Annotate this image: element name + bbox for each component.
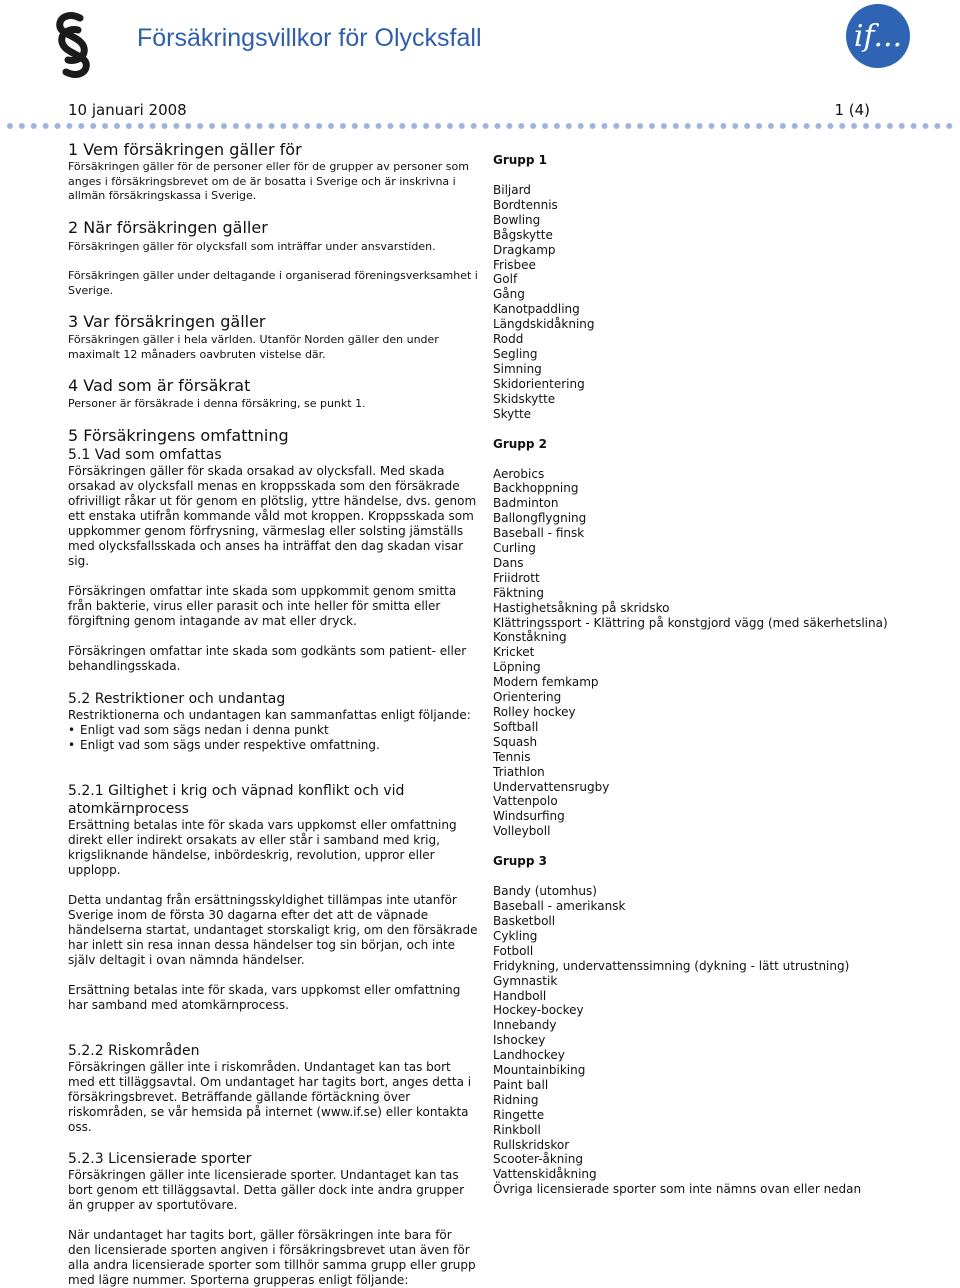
sport-item: Biljard <box>493 183 531 197</box>
sport-item: Rolley hockey <box>493 705 576 719</box>
sport-item: Vattenpolo <box>493 794 558 809</box>
sport-item: Softball <box>493 719 539 734</box>
sport-item: Klättringssport - Klättring på konstgjord vägg (med säkerhetslina) <box>493 615 888 630</box>
section-3-heading: 3 Var försäkringen gäller <box>68 312 266 331</box>
sport-item: Innebandy <box>493 1018 557 1033</box>
section-5-2-2-heading: 5.2.2 Riskområden <box>68 1042 200 1059</box>
sport-item: Badminton <box>493 496 559 511</box>
sport-item: Rullskridskor <box>493 1137 570 1152</box>
sport-item: Scooter-åkning <box>493 1152 583 1167</box>
sport-item: Gång <box>493 287 525 302</box>
sport-item: Cykling <box>493 928 538 943</box>
sport-item: Ridning <box>493 1092 539 1107</box>
section-2-text-2: Försäkringen gäller under deltagande i organiserad föreningsverksamhet i Sverige. <box>68 269 478 297</box>
section-5-2-3-text-1: Försäkringen gäller inte licensierade sporter. Undantaget kan tas bort genom ett tilläggsavtal. Detta gäller dock inte andra grupper än grupper av sportutövare. <box>68 1167 465 1212</box>
sport-item: Dans <box>493 555 524 570</box>
sport-item: Gymnastik <box>493 973 558 988</box>
section-3-text: Försäkringen gäller i hela världen. Utanför Norden gäller den under maximalt 12 månaders oavbruten vistelse där. <box>68 333 439 361</box>
section-2-heading: 2 När försäkringen gäller <box>68 217 268 237</box>
group-3-heading: Grupp 3 <box>493 854 548 869</box>
sport-item: Basketboll <box>493 913 556 928</box>
sport-item: Undervattensrugby <box>493 779 610 794</box>
document-title: Försäkringsvillkor för Olycksfall <box>137 24 482 52</box>
sport-item: Handboll <box>493 988 547 1003</box>
sport-item: Orientering <box>493 690 562 705</box>
section-5-2-1-text-1: Ersättning betalas inte för skada vars uppkomst eller omfattning direkt eller indirekt orsakats av eller står i samband med krig, krigsliknande händelse, inbördeskrig, revolution, uppror eller upplopp. <box>68 817 457 877</box>
sport-item: Skidskytte <box>493 391 556 406</box>
document-date: 10 januari 2008 <box>68 101 187 119</box>
sport-item: Golf <box>493 272 518 287</box>
sport-item: Bågskytte <box>493 227 553 242</box>
sport-item: Fotboll <box>493 943 534 958</box>
paragraph-logo-icon <box>50 10 96 80</box>
section-5-2-heading: 5.2 Restriktioner och undantag <box>68 690 286 707</box>
sport-item: Segling <box>493 346 538 361</box>
section-4-heading: 4 Vad som är försäkrat <box>68 376 251 395</box>
sport-item: Löpning <box>493 660 541 675</box>
section-5-1-heading: 5.1 Vad som omfattas <box>68 446 222 463</box>
sport-item: Bordtennis <box>493 197 558 212</box>
sport-item: Skidorientering <box>493 376 585 391</box>
sport-item: Friidrott <box>493 570 540 585</box>
sport-item: Bowling <box>493 212 541 227</box>
sport-item: Volleyboll <box>493 824 551 839</box>
section-5-2-bullet-2: • Enligt vad som sägs under respektive omfattning. <box>68 738 478 753</box>
sport-item: Tennis <box>493 749 531 764</box>
sport-item: Konståkning <box>493 630 567 645</box>
section-4-text: Personer är försäkrade i denna försäkring, se punkt 1. <box>68 397 366 410</box>
section-2-text-1: Försäkringen gäller för olycksfall som inträffar under ansvarstiden. <box>68 239 436 253</box>
sport-item: Hastighetsåkning på skridsko <box>493 600 670 615</box>
section-5-2-3-heading: 5.2.3 Licensierade sporter <box>68 1150 252 1167</box>
sport-item: Ishockey <box>493 1033 546 1048</box>
sport-item: Hockey-bockey <box>493 1003 584 1018</box>
section-5-1-text-1: Försäkringen gäller för skada orsakad av olycksfall. Med skada orsakad av olycksfall menas en kroppsskada som den försäkrade ofrivilligt råkar ut för genom en plötslig, yttre händelse, dvs. genom ett enstaka utifrån kommande våld mot kroppen. Kroppsskada som uppkommer genom förfrysning, värmeslag eller solsting jämställs med olycksfallsskada och anses ha inträffat den dag skadan visar sig. <box>68 463 477 568</box>
section-5-2-1-heading: 5.2.1 Giltighet i krig och väpnad konflikt och vid atomkärnprocess <box>68 782 405 817</box>
sport-item: Squash <box>493 734 538 749</box>
sport-item: Baseball - finsk <box>493 526 585 541</box>
sport-item: Frisbee <box>493 257 536 272</box>
if-logo: if... <box>846 4 910 68</box>
sport-item: Mountainbiking <box>493 1063 586 1078</box>
sport-item: Kanotpaddling <box>493 302 580 317</box>
sport-item: Aerobics <box>493 466 545 481</box>
sport-item: Ringette <box>493 1107 545 1122</box>
section-5-2-1-text-3: Ersättning betalas inte för skada, vars uppkomst eller omfattning har samband med atomkärnprocess. <box>68 982 461 1012</box>
section-5-2-1-text-2: Detta undantag från ersättningsskyldighet tillämpas inte utanför Sverige inom de första 30 dagarna efter det att de väpnade händelserna startat, undantaget storskaligt krig, om den försäkrade har inlett sin resa innan dessa händelser tog sin början, och inte själv deltagit i ovan nämnda händelser. <box>68 892 478 967</box>
sport-item: Rinkboll <box>493 1122 541 1137</box>
right-column <box>493 140 933 1197</box>
group-2-list <box>493 467 933 840</box>
section-5-heading: 5 Försäkringens omfattning <box>68 425 289 445</box>
sport-item: Längdskidåkning <box>493 317 595 332</box>
sport-item: Rodd <box>493 332 524 347</box>
section-1-text: Försäkringen gäller för de personer eller för de grupper av personer som anges i försäkringsbrevet om de är bosatta i Sverige och är inskrivna i allmän försäkringskassa i Sverige. <box>68 160 469 202</box>
section-5-2-3-text-2: När undantaget har tagits bort, gäller försäkringen inte bara för den licensierade sporten angiven i försäkringsbrevet utan även för alla andra licensierade sporter som tillhör samma grupp eller grupp med lägre nummer. Sporterna grupperas enligt följande: <box>68 1227 476 1287</box>
sport-item: Backhoppning <box>493 481 579 496</box>
sport-item: Övriga licensierade sporter som inte nämns ovan eller nedan <box>493 1182 862 1197</box>
sport-item: Triathlon <box>493 764 545 779</box>
section-5-2-text: Restriktionerna och undantagen kan sammanfattas enligt följande: <box>68 707 471 722</box>
sport-item: Simning <box>493 361 542 376</box>
section-5-2-bullet-1: • Enligt vad som sägs nedan i denna punkt <box>68 723 478 738</box>
sport-item: Kricket <box>493 645 535 660</box>
sport-item: Fäktning <box>493 585 544 600</box>
sport-item: Bandy (utomhus) <box>493 884 597 899</box>
section-5-2-2-text: Försäkringen gäller inte i riskområden. Undantaget kan tas bort med ett tilläggsavtal. Om undantaget har tagits bort, anges detta i försäkringsbrevet. Beträffande gällande förtäckning över riskområden, se vår hemsida på internet (www.if.se) eller kontakta oss. <box>68 1059 472 1134</box>
left-column <box>68 140 478 1288</box>
sport-item: Fridykning, undervattenssimning (dykning - lätt utrustning) <box>493 958 850 973</box>
sport-item: Landhockey <box>493 1048 565 1063</box>
section-1-heading: 1 Vem försäkringen gäller för <box>68 140 302 159</box>
sport-item: Modern femkamp <box>493 675 599 690</box>
sport-item: Dragkamp <box>493 242 556 257</box>
group-3-list <box>493 884 933 1197</box>
section-5-1-text-2: Försäkringen omfattar inte skada som uppkommit genom smitta från bakterie, virus eller parasit och inte heller för smitta eller förgiftning genom intagande av mat eller dryck. <box>68 583 457 628</box>
sport-item: Ballongflygning <box>493 511 587 526</box>
sport-item: Windsurfing <box>493 809 565 824</box>
section-5-1-text-3: Försäkringen omfattar inte skada som godkänts som patient- eller behandlingsskada. <box>68 643 467 673</box>
sport-item: Paint ball <box>493 1077 549 1092</box>
sport-item: Skytte <box>493 406 532 421</box>
sport-item: Curling <box>493 541 536 556</box>
page-number: 1 (4) <box>834 101 870 119</box>
group-1 <box>493 153 933 422</box>
sport-item: Vattenskidåkning <box>493 1167 597 1182</box>
group-2 <box>493 437 933 840</box>
group-1-heading: Grupp 1 <box>493 153 548 167</box>
group-3 <box>493 854 933 1197</box>
dotted-divider <box>4 122 956 130</box>
sport-item: Baseball - amerikansk <box>493 899 626 914</box>
group-2-heading: Grupp 2 <box>493 436 548 451</box>
group-1-list <box>493 183 933 422</box>
